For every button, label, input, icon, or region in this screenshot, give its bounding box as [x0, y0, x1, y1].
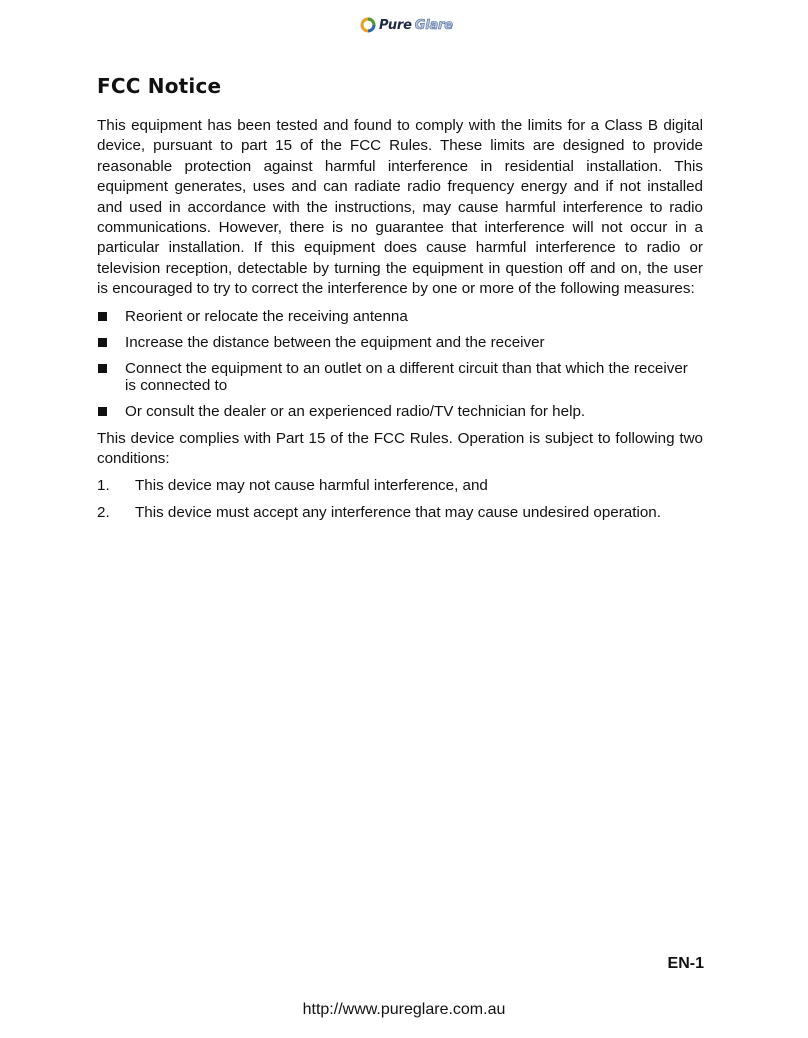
list-item	[97, 360, 703, 394]
brand-logo	[360, 15, 453, 35]
list-number: 1.	[97, 477, 110, 495]
square-bullet-icon	[98, 338, 107, 347]
list-item	[97, 477, 703, 495]
list-item-text: Connect the equipment to an outlet on a different circuit than that which the receiver is connected to	[125, 359, 688, 394]
logo-ring-icon	[360, 17, 376, 33]
compliance-paragraph: This device complies with Part 15 of the FCC Rules. Operation is subject to following two conditions:	[97, 429, 703, 468]
list-item-text: This device may not cause harmful interference, and	[135, 477, 488, 495]
conditions-list	[97, 477, 703, 522]
list-number: 2.	[97, 504, 110, 522]
list-item-text: Reorient or relocate the receiving antenna	[125, 307, 408, 325]
square-bullet-icon	[98, 312, 107, 321]
page-title: FCC Notice	[97, 74, 222, 98]
document-body	[97, 116, 703, 531]
intro-paragraph: This equipment has been tested and found to comply with the limits for a Class B digital device, pursuant to part 15 of the FCC Rules. These limits are designed to provide reasonable protection against harmful interference in residential installation. This equipment generates, uses and can radiate radio frequency energy and if not installed and used in accordance with the instructions, may cause harmful interference to radio communications. However, there is no guarantee that interference will not occur in a particular installation. If this equipment does cause harmful interference to radio or television reception, detectable by turning the equipment in question off and on, the user is encouraged to try to correct the interference by one or more of the following measures:	[97, 117, 703, 298]
footer-url[interactable]: http://www.pureglare.com.au	[302, 1001, 506, 1018]
square-bullet-icon	[98, 407, 107, 416]
list-item-text: This device must accept any interference that may cause undesired operation.	[135, 504, 661, 522]
page-number: EN-1	[667, 955, 704, 972]
list-item	[97, 334, 703, 351]
logo-word-glare: Glare	[414, 17, 453, 33]
list-item-text: Or consult the dealer or an experienced radio/TV technician for help.	[125, 402, 586, 420]
list-item	[97, 504, 703, 522]
list-item-text: Increase the distance between the equipment and the receiver	[125, 333, 545, 351]
measures-list	[97, 308, 703, 420]
logo-word-pure: Pure	[379, 17, 412, 33]
square-bullet-icon	[98, 364, 107, 373]
list-item	[97, 403, 703, 420]
list-item	[97, 308, 703, 325]
